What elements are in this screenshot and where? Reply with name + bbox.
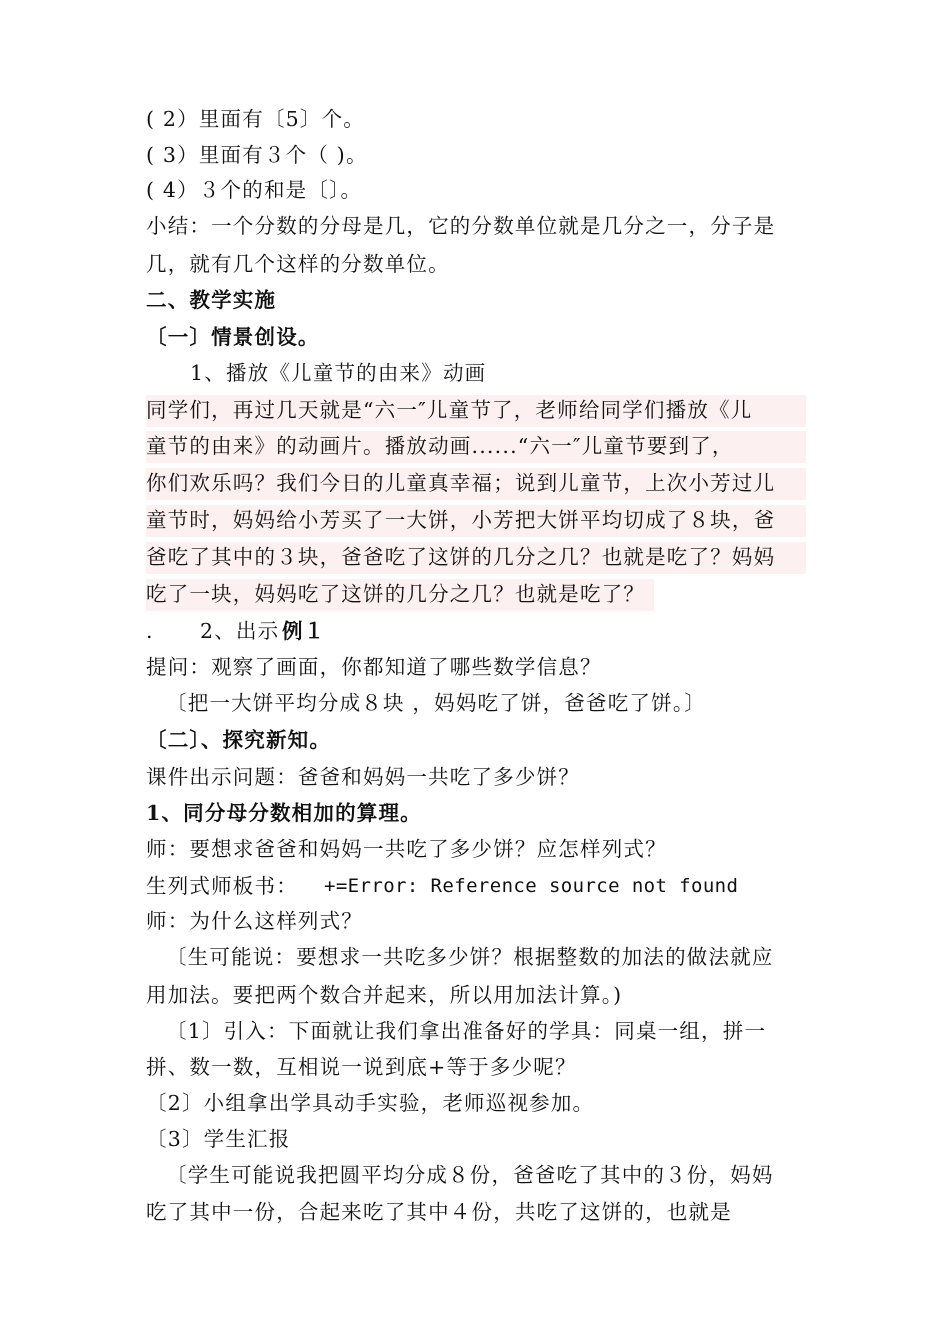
text-line: 〔2〕小组拿出学具动手实验，老师巡视参加。 <box>146 1091 595 1115</box>
text-line: 〔学生可能说我把圆平均分成８份，爸爸吃了其中的３份，妈妈 <box>166 1163 774 1187</box>
text-line: 师：为什么这样列式？ <box>146 909 363 933</box>
text-line: 师：要想求爸爸和妈妈一共吃了多少饼？应怎样列式？ <box>146 837 667 861</box>
text-line: ( 3）里面有３个（ )。 <box>146 143 368 167</box>
text-line: 用加法。要把两个数合并起来，所以用加法计算。) <box>146 983 623 1007</box>
text-line: 拼、数一数，互相说一说到底+等于多少呢？ <box>146 1055 577 1079</box>
text-line: ( 4）３个的和是〔〕。 <box>146 178 363 202</box>
text-line: 课件出示问题：爸爸和妈妈一共吃了多少饼？ <box>146 765 580 789</box>
text-line: 生列式师板书： <box>146 874 298 898</box>
text-line: . 2、出示 <box>146 619 280 643</box>
highlighted-line: 童节时，妈妈给小芳买了一大饼，小芳把大饼平均切成了８块，爸 <box>146 505 806 537</box>
subsection-heading: 〔一〕情景创设。 <box>146 325 320 349</box>
text-line: 〔把一大饼平均分成８块 ，妈妈吃了饼，爸爸吃了饼。〕 <box>166 691 706 715</box>
section-heading: 二、教学实施 <box>146 288 277 312</box>
text-line: 〔生可能说：要想求一共吃多少饼？根据整数的加法的做法就应 <box>166 945 774 969</box>
text-line: 〔3〕学生汇报 <box>146 1127 291 1151</box>
highlighted-line: 你们欢乐吗？我们今日的儿童真幸福；说到儿童节，上次小芳过儿 <box>146 468 806 500</box>
example-label: 例１ <box>282 619 326 643</box>
text-line: 〔1〕引入：下面就让我们拿出准备好的学具：同桌一组，拼一 <box>166 1019 767 1043</box>
subsection-heading: 〔二〕、探究新知。 <box>146 728 332 752</box>
text-line: 吃了其中一份，合起来吃了其中４份，共吃了这饼的，也就是 <box>146 1200 732 1224</box>
text-line: 1、播放《儿童节的由来》动画 <box>190 361 487 385</box>
text-line: ( 2）里面有〔5〕个。 <box>146 107 365 131</box>
highlighted-line: 童节的由来》的动画片。播放动画......“六一″儿童节要到了， <box>146 431 806 463</box>
error-text: +=Error: Reference source not found <box>324 875 739 897</box>
text-line: 小结：一个分数的分母是几，它的分数单位就是几分之一，分子是 <box>146 214 776 238</box>
highlighted-line: 吃了一块，妈妈吃了这饼的几分之几？也就是吃了？ <box>146 579 654 611</box>
highlighted-line: 爸吃了其中的３块，爸爸吃了这饼的几分之几？也就是吃了？妈妈 <box>146 542 806 574</box>
highlighted-line: 同学们，再过几天就是“六一″儿童节了，老师给同学们播放《儿 <box>146 395 806 427</box>
text-line: 几，就有几个这样的分数单位。 <box>146 252 450 276</box>
text-line: 提问：观察了画面，你都知道了哪些数学信息？ <box>146 655 602 679</box>
subsection-heading: 1、同分母分数相加的算理。 <box>146 801 422 825</box>
